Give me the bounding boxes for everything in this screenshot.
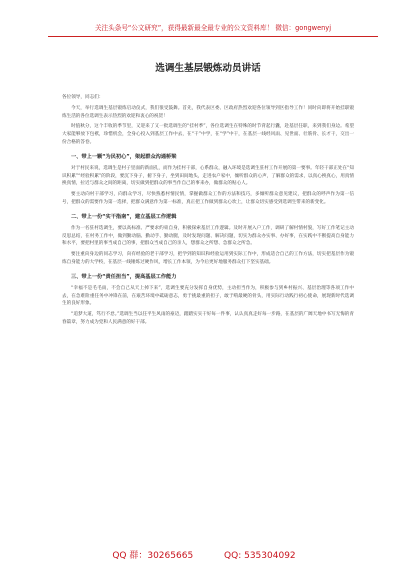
paragraph: 作为一名驻村选调生，要以高标准、严要求约束自身，积极探索基层工作逻辑。及时开展入户工作，调研了解村情村貌，写好工作笔记主动反思总结，在村务工作中，做到勤动脑、勤动手、勤动腿，及时发现问题、解决问题，切实为群众办实事、办好事，在实践中不断提高自身能力和水平，要把村里的事当成自己的事，把群众当成自己的亲人，想群众之所想、急群众之所急。: [62, 225, 354, 247]
paragraph: “追梦大道，笃行不怠。”选调生当以任平生风雨的豪迈，踏踏实实干好每一件事，认认真真走好每一步路，在基层的广阔天地中书写无悔的青春篇章，努力成为党和人民满意的好干部。: [62, 312, 354, 325]
footer-qq: QQ: 535304092: [224, 551, 296, 561]
paragraph: 要注重向身边的同志学习，向有经验的老干部学习，把学到的知识和经验运用到实际工作中，形成适合自己的工作方法，切实把基层作为锻炼自身能力的大学校，在基层一线锤炼过硬作风，增长工作本领，为今后更好地服务群众打下坚实基础。: [62, 252, 354, 265]
paragraph: 要主动向村干部学习，向群众学习，尽快熟悉村情民情，掌握做群众工作的方法和技巧，多倾听群众意见建议，把群众的呼声作为第一信号，把群众的需要作为第一选择，把群众满意作为第一标准，真正把工作做到群众心坎上，让群众切实感受到选调生带来的新变化。: [62, 192, 354, 205]
section-heading: 一、带上一颗“为民初心”，架起群众沟通桥梁: [71, 153, 177, 160]
section-heading: 二、带上一份“实干指南”，建立基层工作逻辑: [71, 213, 177, 220]
paragraph: 对于村民来说，选调生是村子里面的新面孔，而作为挂村干部，心系群众，融入环境是选调生驻村工作开展的第一要事。年轻干部正处在“知识积累”“经验积累”的阶段，要沉下身子，俯下身子，坐到田间地头，走进农户家中，倾听群众的心声，了解群众的需求，以真心换真心，用真情换真情，拉近与群众之间的距离，切实做到把群众的事当作自己的事来办，做群众的贴心人。: [62, 165, 354, 187]
paragraph: “幸福不是毛毛雨，不会自己从天上掉下来”，选调生要充分发挥自身优势，主动担当作为，积极参与到乡村振兴、基层治理等各项工作中去，在急难险重任务中冲锋在前，在艰苦环境中砥砺意志，勇于挑最重的担子，敢于啃最硬的骨头，用实际行动践行初心使命，展现新时代选调生的良好形象。: [62, 285, 354, 307]
footer-qq-group: QQ 群：30265665: [112, 551, 194, 561]
paragraph: 今天，举行选调生基层锻炼启动仪式，我们很受鼓舞。首先，我代表区委、区政府热烈欢迎各位领导到区指导工作！同时向即将开始挂职锻炼生活的各位选调生表示热烈的欢迎和衷心的祝贺！: [62, 105, 354, 119]
document-title: 选调生基层锻炼动员讲话: [155, 63, 261, 74]
footer-contact: [0, 548, 408, 561]
salutation: 各位领导，同志们：: [62, 95, 104, 100]
header-banner: 关注头条号“公文研究”，获得最新最全最专业的公文资料库！ 微信：gongwenyj: [48, 20, 378, 37]
paragraph: 时值秋分，这个丰收的季节里，又迎来了又一批选调生的“挂村季”，各位选调生在特殊的时节背起行囊，赴基层任职，来到我们身边。希望大家能够放下包袱，珍惜机会，全身心投入到基层工作中去，在“干”中学，在“学”中干，在基层一线经风雨、见世面、壮筋骨、长才干，交出一份合格的答卷。: [62, 124, 354, 145]
document-body: [62, 60, 354, 330]
section-heading: 三、带上一份“责任担当”，提高基层工作能力: [71, 273, 177, 280]
